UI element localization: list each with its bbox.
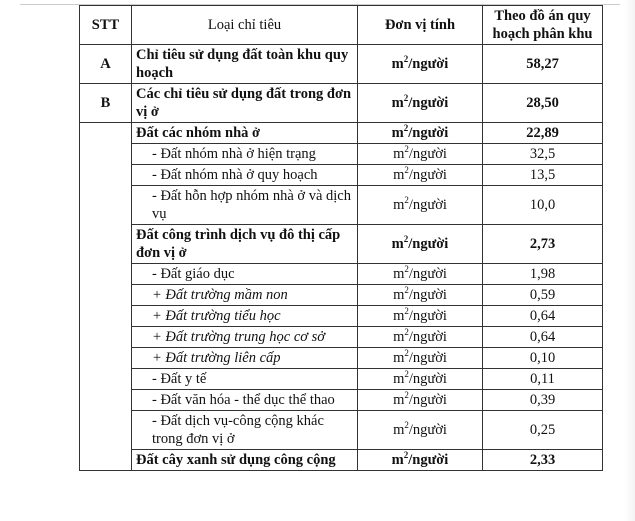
row-value: 2,33	[483, 450, 603, 471]
row-value: 2,73	[483, 225, 603, 264]
row-value: 0,59	[483, 285, 603, 306]
row-indicator: Đất cây xanh sử dụng công cộng	[132, 450, 358, 471]
row-indicator: - Đất văn hóa - thể dục thể thao	[132, 390, 358, 411]
row-indicator: - Đất nhóm nhà ở hiện trạng	[132, 144, 358, 165]
row-unit: $m^2$/người	[358, 348, 483, 369]
table-row	[80, 84, 603, 123]
table-row	[80, 450, 603, 471]
table-row	[80, 123, 603, 144]
row-value: 0,11	[483, 369, 603, 390]
row-indicator: Đất công trình dịch vụ đô thị cấp đơn vị ở	[132, 225, 358, 264]
table-row	[80, 285, 603, 306]
row-stt: A	[80, 45, 132, 84]
row-stt	[80, 123, 132, 471]
row-unit: $m^2$/người	[358, 144, 483, 165]
row-unit: $m^2$/người	[358, 369, 483, 390]
row-value: 0,64	[483, 327, 603, 348]
row-value: 0,64	[483, 306, 603, 327]
row-unit: $m^2$/người	[358, 450, 483, 471]
row-indicator: + Đất trường trung học cơ sở	[132, 327, 358, 348]
page-shadow-edge	[625, 0, 635, 521]
table-row	[80, 369, 603, 390]
row-value: 1,98	[483, 264, 603, 285]
row-unit: $m^2$/người	[358, 186, 483, 225]
table-row	[80, 144, 603, 165]
row-indicator: Các chỉ tiêu sử dụng đất trong đơn vị ở	[132, 84, 358, 123]
row-value: 58,27	[483, 45, 603, 84]
row-unit: $m^2$/người	[358, 225, 483, 264]
row-unit: $m^2$/người	[358, 165, 483, 186]
row-indicator: - Đất hỗn hợp nhóm nhà ở và dịch vụ	[132, 186, 358, 225]
row-indicator: - Đất nhóm nhà ở quy hoạch	[132, 165, 358, 186]
row-indicator: + Đất trường liên cấp	[132, 348, 358, 369]
table-row	[80, 306, 603, 327]
row-value: 0,25	[483, 411, 603, 450]
table-row	[80, 264, 603, 285]
row-indicator: + Đất trường mầm non	[132, 285, 358, 306]
header-stt: STT	[80, 6, 132, 45]
row-value: 10,0	[483, 186, 603, 225]
header-plan-value: Theo đồ án quy hoạch phân khu	[483, 6, 603, 45]
row-unit: $m^2$/người	[358, 84, 483, 123]
row-unit: $m^2$/người	[358, 45, 483, 84]
table-row	[80, 390, 603, 411]
table-row	[80, 186, 603, 225]
row-value: 22,89	[483, 123, 603, 144]
row-indicator: + Đất trường tiểu học	[132, 306, 358, 327]
row-value: 28,50	[483, 84, 603, 123]
row-stt: B	[80, 84, 132, 123]
table-header-row	[80, 6, 603, 45]
row-unit: $m^2$/người	[358, 264, 483, 285]
table-row	[80, 225, 603, 264]
row-unit: $m^2$/người	[358, 327, 483, 348]
row-unit: $m^2$/người	[358, 390, 483, 411]
row-indicator: Đất các nhóm nhà ở	[132, 123, 358, 144]
row-indicator: - Đất y tế	[132, 369, 358, 390]
row-value: 0,39	[483, 390, 603, 411]
row-value: 0,10	[483, 348, 603, 369]
table-row	[80, 45, 603, 84]
row-unit: $m^2$/người	[358, 123, 483, 144]
row-indicator: - Đất dịch vụ-công cộng khác trong đơn vị ở	[132, 411, 358, 450]
row-value: 13,5	[483, 165, 603, 186]
row-indicator: Chỉ tiêu sử dụng đất toàn khu quy hoạch	[132, 45, 358, 84]
header-indicator-type: Loại chỉ tiêu	[132, 6, 358, 45]
table-row	[80, 411, 603, 450]
row-indicator: - Đất giáo dục	[132, 264, 358, 285]
land-use-indicators-table	[79, 5, 603, 471]
table-row	[80, 327, 603, 348]
row-value: 32,5	[483, 144, 603, 165]
table-row	[80, 348, 603, 369]
table-row	[80, 165, 603, 186]
row-unit: $m^2$/người	[358, 285, 483, 306]
row-unit: $m^2$/người	[358, 306, 483, 327]
row-unit: $m^2$/người	[358, 411, 483, 450]
header-unit: Đơn vị tính	[358, 6, 483, 45]
